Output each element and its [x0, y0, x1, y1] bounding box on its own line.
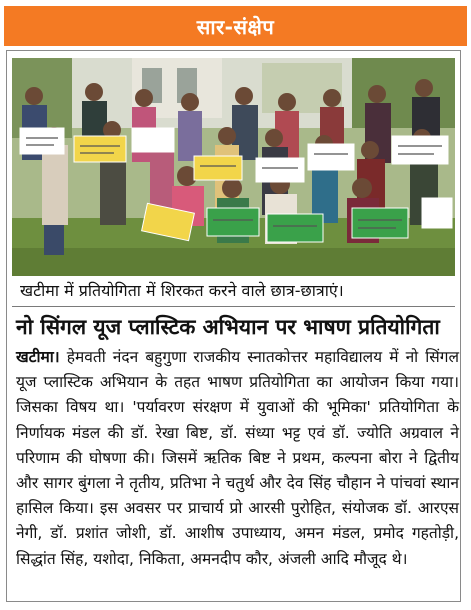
photo-caption: खटीमा में प्रतियोगिता में शिरकत करने वाले छात्र-छात्राएं।	[20, 281, 344, 300]
article-body-text: हेमवती नंदन बहुगुणा राजकीय स्नातकोत्तर महाविद्यालय में नो सिंगल यूज प्लास्टिक अभियान के तहत भाषण प्रतियोगिता का आयोजन किया गया। जिसका विषय था। 'पर्यावरण संरक्षण में युवाओं की भूमिका' प्रतियोगिता के निर्णायक मंडल की डॉ. रेखा बिष्ट, डॉ. संध्या भट्ट एवं डॉ. ज्योति अग्रवाल ने परिणाम की घोषणा की। जिसमें ऋतिक बिष्ट ने प्रथम, कल्पना बोरा ने द्वितीय और सागर बुंगला ने तृतीय, प्रतिभा ने चतुर्थ और देव सिंह चौहान ने पांचवां स्थान हासिल किया। इस अवसर पर प्राचार्य प्रो आरसी पुरोहित, संयोजक डॉ. आरएस नेगी, डॉ. प्रशांत जोशी, डॉ. आशीष उपाध्याय, अमन मंडल, प्रमोद गहतोड़ी, सिद्धांत सिंह, यशोदा, निकिता, अमनदीप कौर, अंजली आदि मौजूद थे।	[16, 348, 459, 568]
news-photo	[12, 58, 455, 276]
article-headline: नो सिंगल यूज प्लास्टिक अभियान पर भाषण प्रतियोगिता	[16, 315, 440, 339]
article-body	[16, 345, 459, 572]
section-header-title: सार-संक्षेप	[196, 14, 275, 39]
section-header-band	[4, 6, 467, 46]
group-photo-illustration	[12, 58, 455, 276]
caption-divider	[12, 306, 455, 307]
article-dateline: खटीमा।	[16, 348, 60, 366]
